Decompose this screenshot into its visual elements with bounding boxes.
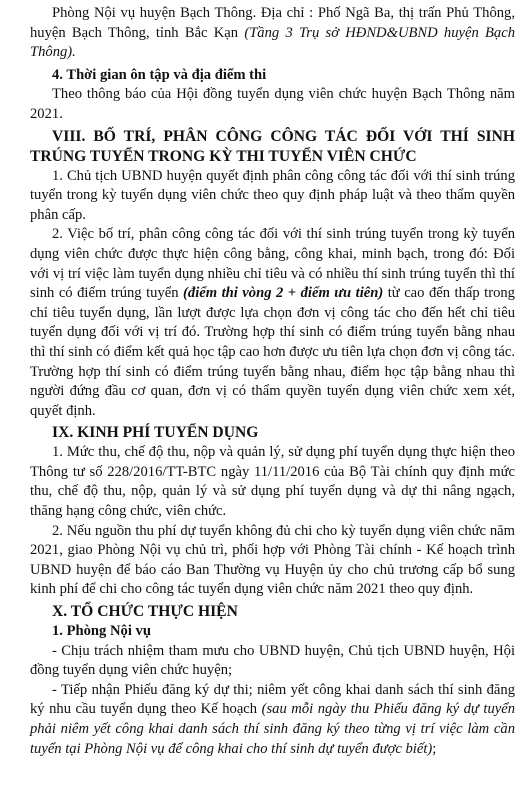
- intro-note: (Tầng 3 Trụ sở HĐND&UBND huyện Bạch Thông).: [30, 24, 515, 61]
- section-4-title: 4. Thời gian ôn tập và địa điểm thi: [52, 66, 267, 83]
- section-10-item-2-text: - Tiếp nhận Phiếu đăng ký dự thi; niêm yết công khai danh sách thí sinh đăng ký nhu cầu tuyển dụng theo Kế hoạch: [30, 681, 515, 718]
- intro-paragraph: [30, 4, 515, 63]
- intro-text: Phòng Nội vụ huyện Bạch Thông. Địa chỉ : Phố Ngã Ba, thị trấn Phủ Thông, huyện Bạch Thông, tỉnh Bắc Kạn: [30, 5, 515, 41]
- section-10-item-2-end: ;: [432, 740, 437, 757]
- section-10-item-1: - Chịu trách nhiệm tham mưu cho UBND huyện, Chủ tịch UBND huyện, Hội đồng tuyển dụng viên chức huyện;: [30, 642, 515, 679]
- section-8-paragraph-1: 1. Chủ tịch UBND huyện quyết định phân công công tác đối với thí sinh trúng tuyển trong kỳ tuyển dụng viên chức theo quy định pháp luật và theo thẩm quyền phân cấp.: [30, 167, 515, 223]
- section-10-heading: X. TỔ CHỨC THỰC HIỆN: [52, 603, 238, 621]
- section-10-subheading: 1. Phòng Nội vụ: [52, 623, 151, 640]
- section-9-paragraph-1: 1. Mức thu, chế độ thu, nộp và quản lý, sử dụng phí tuyển dụng thực hiện theo Thông tư số 228/2016/TT-BTC ngày 11/11/2016 của Bộ Tài chính quy định mức thu, chế độ thu, nộp, quản lý và sử dụng phí tuyển dụng và dự thi nâng ngạch, thăng hạng công chức, viên chức.: [30, 444, 515, 520]
- section-8-paragraph-2: [30, 225, 515, 421]
- section-8-p2-emphasis: (điểm thi vòng 2 + điểm ưu tiên): [183, 285, 384, 302]
- section-10-item-2: [30, 681, 515, 759]
- section-9-paragraph-2: 2. Nếu nguồn thu phí dự tuyển không đủ chi cho kỳ tuyển dụng viên chức năm 2021, giao Phòng Nội vụ chủ trì, phối hợp với Phòng Tài chính - Kế hoạch trình UBND huyện để báo cáo Ban Thường vụ Huyện ủy cho chủ trương cấp bổ sung kinh phí để chi cho công tác tuyển dụng viên chức năm 2021 theo quy định.: [30, 522, 515, 598]
- section-8-heading: VIII. BỐ TRÍ, PHÂN CÔNG CÔNG TÁC ĐỐI VỚI THÍ SINH TRÚNG TUYỂN TRONG KỲ THI TUYỂN VIÊN CHỨC: [30, 127, 515, 165]
- section-10-item-2-note: (sau mỗi ngày thu Phiếu đăng ký dự tuyển phải niêm yết công khai danh sách thí sinh đăng ký theo từng vị trí việc làm cần tuyển tại Phòng Nội vụ để công khai cho thí sinh dự tuyển được biết): [30, 701, 515, 757]
- section-8-p2-text-a: 2. Việc bố trí, phân công công tác đối với thí sinh trúng tuyển trong kỳ tuyển dụng viên chức được thực hiện công bằng, công khai, minh bạch, trong đó: Đối với vị trí việc làm tuyển dụng nhiều chỉ tiêu và có nhiều thí sinh trúng tuyển thì thí sinh có điểm trúng tuyển: [30, 226, 515, 302]
- section-8-p2-text-c: từ cao đến thấp trong chỉ tiêu tuyển dụng, lần lượt được lựa chọn đơn vị công tác cho đến hết chỉ tiêu tuyển dụng đối với vị trí đó. Trường hợp thí sinh có điểm trúng tuyển bằng nhau thì thí sinh có điểm kết quả học tập cao hơn được ưu tiên lựa chọn đơn vị công tác. Trường hợp thí sinh có điểm trúng tuyển bằng nhau, điểm học tập bằng nhau thì người đứng đầu cơ quan, đơn vị có thẩm quyền tuyển dụng viên chức xem xét, quyết định.: [30, 285, 515, 419]
- section-9-heading: IX. KINH PHÍ TUYỂN DỤNG: [52, 424, 259, 442]
- section-4-text: Theo thông báo của Hội đồng tuyển dụng viên chức huyện Bạch Thông năm 2021.: [30, 86, 515, 122]
